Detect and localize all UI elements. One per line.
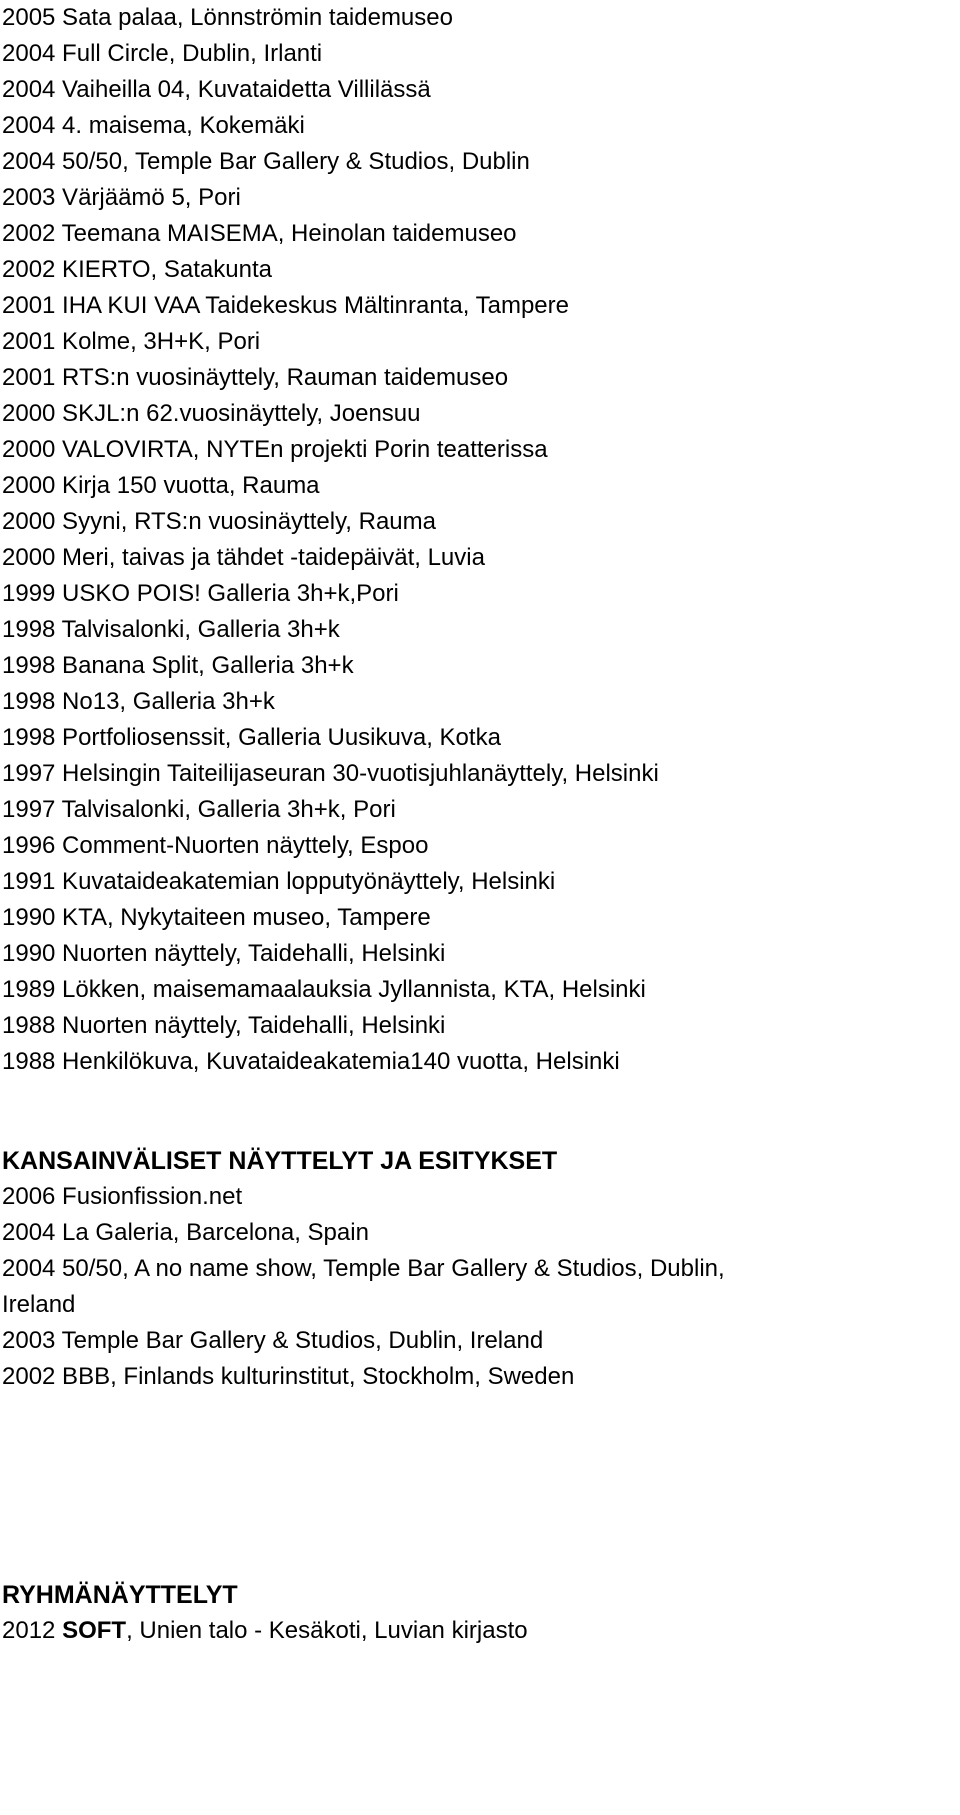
list-item: 2002 KIERTO, Satakunta bbox=[2, 256, 272, 283]
list-item: 1999 USKO POIS! Galleria 3h+k,Pori bbox=[2, 580, 399, 607]
list-item: 1998 Talvisalonki, Galleria 3h+k bbox=[2, 616, 340, 643]
list-item: 2004 4. maisema, Kokemäki bbox=[2, 112, 305, 139]
list-item: 2006 Fusionfission.net bbox=[2, 1183, 243, 1210]
list-item: 1988 Nuorten näyttely, Taidehalli, Helsinki bbox=[2, 1012, 446, 1039]
list-item: 2000 Kirja 150 vuotta, Rauma bbox=[2, 472, 320, 499]
list-item: 2005 Sata palaa, Lönnströmin taidemuseo bbox=[2, 4, 453, 31]
list-item: 2000 Meri, taivas ja tähdet -taidepäivät, Luvia bbox=[2, 544, 485, 571]
list-item: 2003 Värjäämö 5, Pori bbox=[2, 184, 241, 211]
list-item: 1988 Henkilökuva, Kuvataideakatemia140 vuotta, Helsinki bbox=[2, 1048, 620, 1075]
exhibition-list bbox=[2, 0, 659, 1080]
list-item: 1990 KTA, Nykytaiteen museo, Tampere bbox=[2, 904, 431, 931]
list-item: 2004 Vaiheilla 04, Kuvataidetta Villilässä bbox=[2, 76, 431, 103]
list-item: 1998 Portfoliosenssit, Galleria Uusikuva, Kotka bbox=[2, 724, 501, 751]
list-item: 2000 Syyni, RTS:n vuosinäyttely, Rauma bbox=[2, 508, 436, 535]
list-item: 1998 Banana Split, Galleria 3h+k bbox=[2, 652, 354, 679]
list-item: 2004 Full Circle, Dublin, Irlanti bbox=[2, 40, 323, 67]
list-item: 1991 Kuvataideakatemian lopputyönäyttely, Helsinki bbox=[2, 868, 556, 895]
list-item: 2001 RTS:n vuosinäyttely, Rauman taidemuseo bbox=[2, 364, 509, 391]
list-item: 2004 La Galeria, Barcelona, Spain bbox=[2, 1219, 369, 1246]
list-item: 2001 Kolme, 3H+K, Pori bbox=[2, 328, 261, 355]
list-item bbox=[2, 1613, 528, 1649]
list-item: 2001 IHA KUI VAA Taidekeskus Mältinranta, Tampere bbox=[2, 292, 569, 319]
entry-details: , Unien talo - Kesäkoti, Luvian kirjasto bbox=[126, 1617, 528, 1644]
section-heading-international: KANSAINVÄLISET NÄYTTELYT JA ESITYKSET bbox=[2, 1147, 558, 1175]
list-item: 1997 Helsingin Taiteilijaseuran 30-vuotisjuhlanäyttely, Helsinki bbox=[2, 760, 659, 787]
list-item: 1997 Talvisalonki, Galleria 3h+k, Pori bbox=[2, 796, 396, 823]
list-item: 2002 Teemana MAISEMA, Heinolan taidemuseo bbox=[2, 220, 517, 247]
entry-year: 2012 bbox=[2, 1617, 63, 1644]
list-item: 2004 50/50, A no name show, Temple Bar Gallery & Studios, Dublin, bbox=[2, 1255, 725, 1282]
list-item: 2000 SKJL:n 62.vuosinäyttely, Joensuu bbox=[2, 400, 421, 427]
list-item: 1996 Comment-Nuorten näyttely, Espoo bbox=[2, 832, 429, 859]
list-item: 2004 50/50, Temple Bar Gallery & Studios, Dublin bbox=[2, 148, 530, 175]
international-list bbox=[2, 1179, 725, 1395]
section-heading-group: RYHMÄNÄYTTELYT bbox=[2, 1581, 238, 1609]
list-item: 2002 BBB, Finlands kulturinstitut, Stockholm, Sweden bbox=[2, 1363, 575, 1390]
list-item: 1990 Nuorten näyttely, Taidehalli, Helsinki bbox=[2, 940, 446, 967]
list-item: 1989 Lökken, maisemamaalauksia Jyllannista, KTA, Helsinki bbox=[2, 976, 646, 1003]
list-item: 2003 Temple Bar Gallery & Studios, Dublin, Ireland bbox=[2, 1327, 544, 1354]
list-item-continuation: Ireland bbox=[2, 1291, 76, 1318]
entry-title: SOFT bbox=[62, 1617, 127, 1644]
list-item: 2000 VALOVIRTA, NYTEn projekti Porin teatterissa bbox=[2, 436, 548, 463]
group-section bbox=[2, 1577, 528, 1649]
international-section bbox=[2, 1143, 725, 1395]
list-item: 1998 No13, Galleria 3h+k bbox=[2, 688, 275, 715]
